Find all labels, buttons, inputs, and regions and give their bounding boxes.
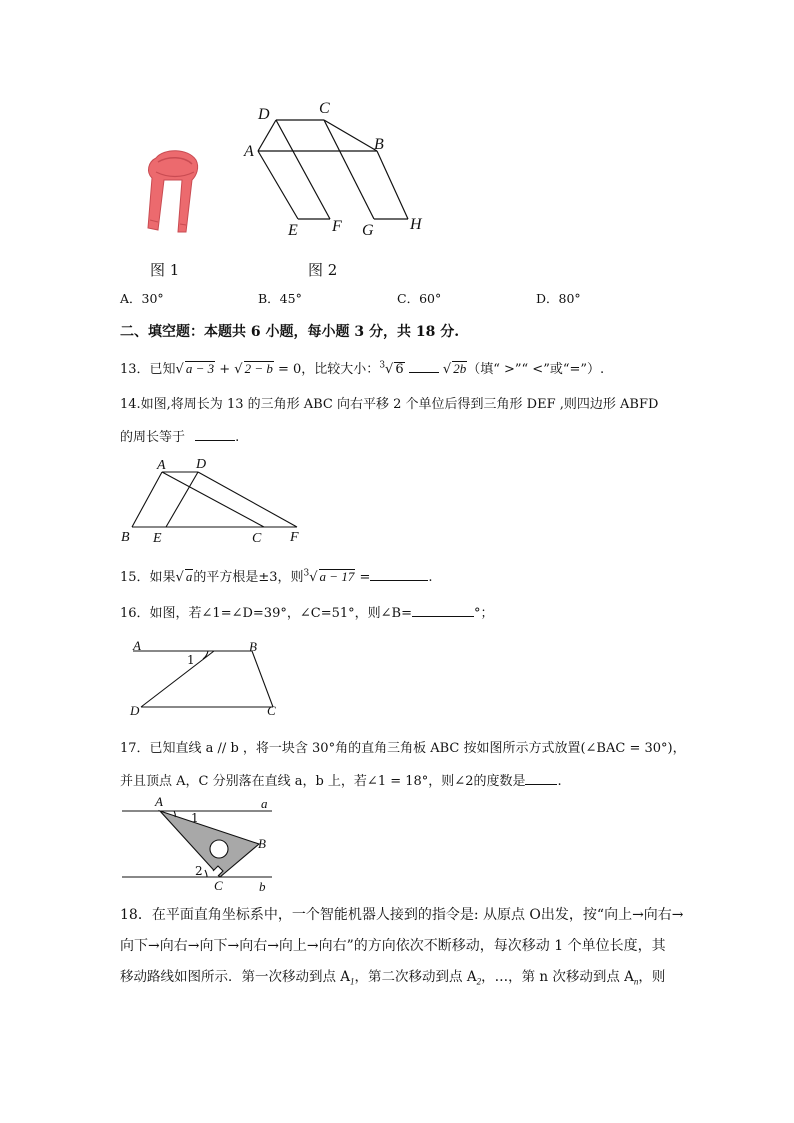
q18-line-3 xyxy=(120,971,665,987)
label-G: G xyxy=(362,222,374,239)
label-B: B xyxy=(121,530,130,545)
figure-q17-diagram xyxy=(118,794,293,892)
label-F: F xyxy=(332,218,342,235)
label-angle-1: 1 xyxy=(191,811,199,825)
q13-root-4: 2b xyxy=(453,361,467,376)
label-A: A xyxy=(244,143,254,160)
q13-prefix: 13．已知 xyxy=(120,362,176,377)
option-b: B．45° xyxy=(258,291,302,306)
q16-end: °； xyxy=(473,606,494,621)
label-B: B xyxy=(249,639,257,654)
q17-answer-blank[interactable] xyxy=(525,772,557,785)
label-angle-2: 2 xyxy=(195,864,203,878)
q15-prefix: 15．如果 xyxy=(120,570,176,585)
q13-cube-index: 3 xyxy=(379,360,386,371)
q13-root-1: a − 3 xyxy=(185,361,215,376)
q18-line-1: 18．在平面直角坐标系中，一个智能机器人接到的指令是: 从原点 O出发，按“向上→向右→ xyxy=(120,907,684,923)
label-B: B xyxy=(258,836,266,851)
q13-plus: + xyxy=(215,362,235,377)
label-F: F xyxy=(290,530,299,545)
q18-line-2: 向下→向右→向下→向右→向上→向右”的方向依次不断移动，每次移动 1 个单位长度，其 xyxy=(120,938,666,954)
section-heading: 二、填空题：本题共 6 小题，每小题 3 分，共 18 分. xyxy=(120,324,460,340)
q13-root-3: 6 xyxy=(395,362,404,377)
q18-sub-2: 2 xyxy=(476,976,482,987)
q14-line-1: 14.如图,将周长为 13 的三角形 ABC 向右平移 2 个单位后得到三角形 DEF ,则四边形 ABFD xyxy=(120,397,659,412)
option-d: D．80° xyxy=(536,291,581,306)
q14-answer-blank[interactable] xyxy=(195,428,235,441)
figure-q14-lines xyxy=(118,455,318,550)
figure-q16-diagram xyxy=(125,637,290,719)
figure-q14-diagram xyxy=(118,455,318,550)
q17-text: 并且顶点 A，C 分别落在直线 a，b 上，若∠1 = 18°，则∠2的度数是 xyxy=(120,774,526,789)
label-C: C xyxy=(252,531,262,546)
q15-root-1: a xyxy=(185,569,193,584)
q18-text-a: 移动路线如图所示．第一次移动到点 A xyxy=(120,969,351,985)
q18-text-b: ，第二次移动到点 A xyxy=(354,969,477,985)
question-16 xyxy=(120,604,493,620)
label-C: C xyxy=(319,100,330,117)
label-E: E xyxy=(153,531,162,546)
radical-icon: √ xyxy=(442,362,452,377)
q15-mid: 的平方根是±3，则 xyxy=(193,570,304,585)
figure-1-caption: 图 1 xyxy=(150,261,180,279)
radical-icon: √ xyxy=(234,362,243,377)
q14-line-2 xyxy=(120,428,239,444)
q15-suffix: = xyxy=(359,570,371,585)
label-A: A xyxy=(155,794,163,809)
q17-line-1: 17．已知直线 a // b ，将一块含 30°角的直角三角板 ABC 按如图所示方式放置(∠BAC = 30°)， xyxy=(120,741,686,756)
q15-root-2: a − 17 xyxy=(319,569,355,584)
q15-end: . xyxy=(428,570,433,585)
figure-2-caption: 图 2 xyxy=(308,261,338,279)
label-D: D xyxy=(258,106,270,123)
q16-text: 16．如图，若∠1=∠D=39°，∠C=51°，则∠B= xyxy=(120,606,412,621)
label-A: A xyxy=(133,638,141,653)
q18-text-c: ，…，第 n 次移动到点 A xyxy=(481,969,634,985)
q14-text: 的周长等于 xyxy=(120,430,186,445)
q13-suffix: （填“ >”“ <”或“=”）. xyxy=(467,362,605,377)
q18-sub-1: 1 xyxy=(350,976,355,987)
label-angle-1: 1 xyxy=(187,653,195,667)
q16-answer-blank[interactable] xyxy=(412,604,474,617)
q13-eq: = 0，比较大小： xyxy=(273,362,380,377)
q15-answer-blank[interactable] xyxy=(370,568,428,581)
question-15 xyxy=(120,568,433,584)
label-H: H xyxy=(410,216,422,233)
question-13 xyxy=(120,360,604,377)
q17-end: . xyxy=(557,774,562,789)
label-C: C xyxy=(214,878,223,893)
radical-icon: √ xyxy=(175,570,184,585)
radical-icon: √ xyxy=(309,570,318,585)
q13-answer-blank[interactable] xyxy=(409,360,439,373)
q14-end: . xyxy=(235,430,240,445)
label-B: B xyxy=(374,136,384,153)
option-c: C．60° xyxy=(397,291,442,306)
q17-line-2 xyxy=(120,772,562,788)
figure-q16-lines xyxy=(125,637,290,719)
q18-sub-n: n xyxy=(633,976,639,987)
q15-cube-index: 3 xyxy=(303,568,310,579)
label-D: D xyxy=(196,457,207,472)
label-E: E xyxy=(288,222,298,239)
radical-icon: √ xyxy=(385,362,394,377)
label-line-b: b xyxy=(259,879,266,894)
label-D: D xyxy=(130,703,140,718)
label-C: C xyxy=(267,703,276,718)
figure-2-diagram xyxy=(240,98,440,238)
label-A: A xyxy=(157,458,166,473)
option-a: A．30° xyxy=(120,291,164,306)
q13-root-2: 2 − b xyxy=(244,361,273,376)
radical-icon: √ xyxy=(175,362,184,377)
label-line-a: a xyxy=(261,796,268,811)
q18-text-d: ，则 xyxy=(638,969,666,985)
scarf-image xyxy=(142,150,206,234)
